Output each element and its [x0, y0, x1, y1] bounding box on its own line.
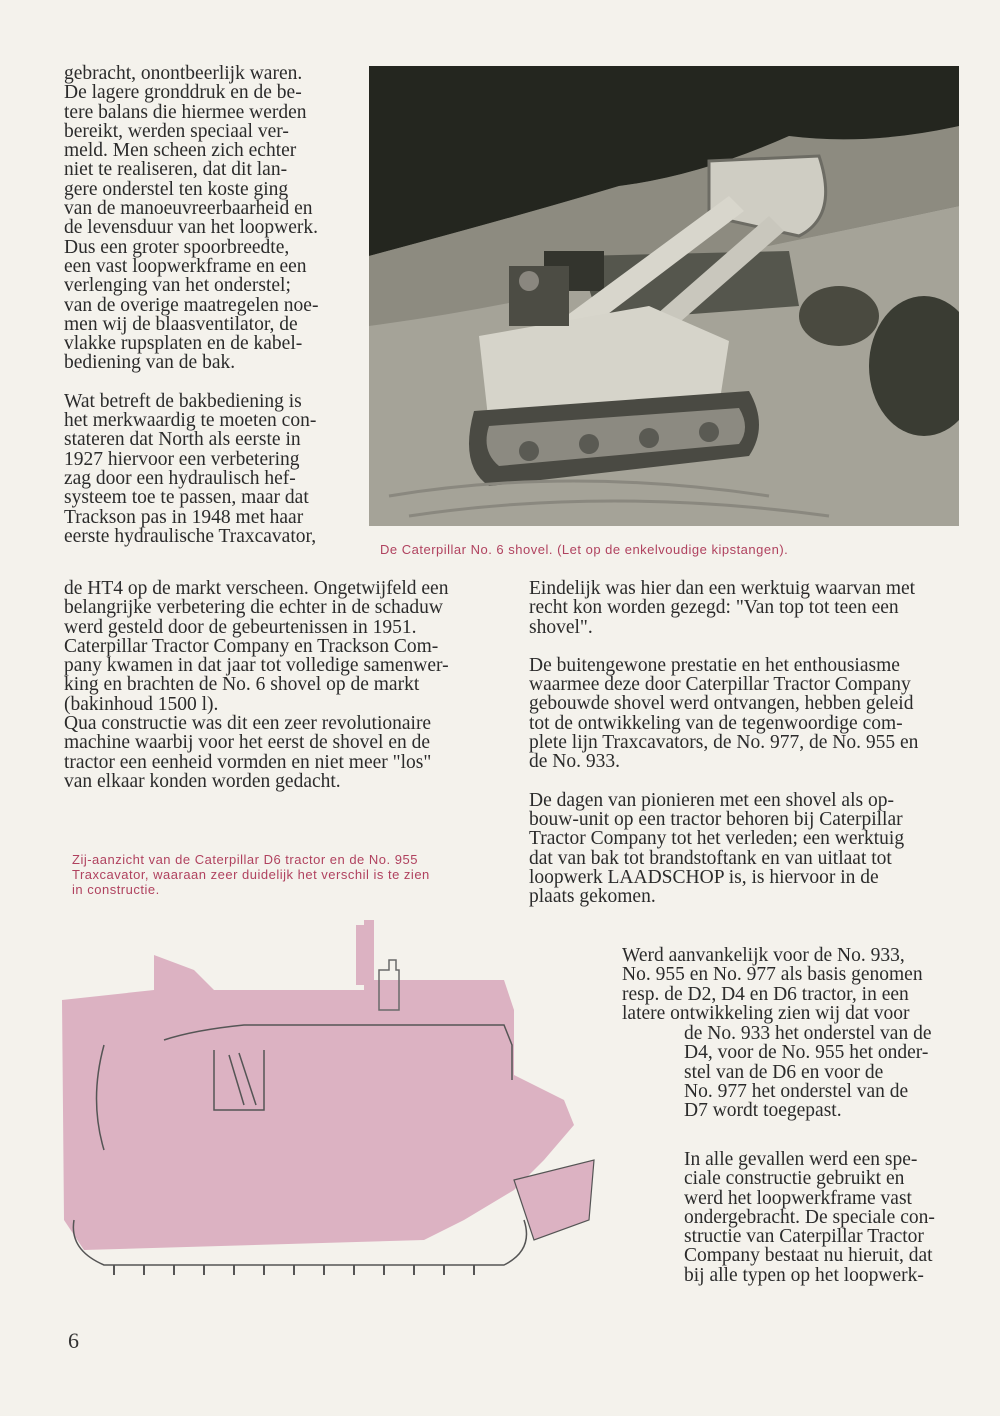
- page-number: 6: [68, 1328, 79, 1353]
- text-column-left-top: [64, 64, 346, 546]
- diagram-caption: Zij-aanzicht van de Caterpillar D6 tractor en de No. 955 Traxcavator, waaraan zeer duidelijk het verschil is te zien in constructie.: [72, 852, 430, 897]
- paragraph: In alle gevallen werd een spe- ciale constructie gebruikt en werd het loopwerkframe vast ondergebracht. De speciale con- structie van Caterpillar Tractor Company bestaat nu hieruit, dat bij alle typen op het loopwerk-: [684, 1149, 935, 1286]
- paragraph: Wat betreft de bakbediening is het merkwaardig te moeten con- stateren dat North als eerste in 1927 hiervoor een verbetering zag door een hydraulisch hef- systeem toe te passen, maar dat Trackson pas in 1948 met haar eerste hydraulische Traxcavator,: [64, 390, 317, 547]
- text-column-right-narrow: [684, 1024, 960, 1120]
- paragraph: gebracht, onontbeerlijk waren. De lagere gronddruk en de be- tere balans die hiermee werden bereikt, werden speciaal ver- meld. Men scheen zich echter niet te realiseren, dat dit lan- gere onderstel ten koste ging van de manoeuvreerbaarheid en de levensduur van het loopwerk. Dus een groter spoorbreedte, een vast loopwerkframe en een verlenging van het onderstel; van de overige maatregelen noe- men wij de blaasventilator, de vlakke rupsplaten en de kabel- bediening van de bak.: [64, 63, 319, 374]
- text-column-left-mid: [64, 579, 502, 791]
- paragraph: Werd aanvankelijk voor de No. 933, No. 955 en No. 977 als basis genomen resp. de D2, D4 en D6 tractor, in een latere ontwikkeling zien wij dat voor: [622, 945, 923, 1024]
- text-column-right: [529, 579, 959, 906]
- text-column-right-lower: [622, 946, 960, 1023]
- shovel-photo: [369, 66, 959, 526]
- paragraph: Eindelijk was hier dan een werktuig waarvan met recht kon worden gezegd: "Van top tot teen een shovel".: [529, 578, 916, 638]
- paragraph: De dagen van pionieren met een shovel als op- bouw-unit op een tractor behoren bij Caterpillar Tractor Company tot het verleden; een werktuig dat van bak tot brandstoftank en van uitlaat tot loopwerk LAADSCHOP is, is hiervoor in de plaats gekomen.: [529, 789, 905, 908]
- shovel-photo-illustration: [369, 66, 959, 526]
- paragraph: De buitengewone prestatie en het enthousiasme waarmee deze door Caterpillar Tractor Company gebouwde shovel werd ontvangen, hebben geleid tot de ontwikkeling van de tegenwoordige com- plete lijn Traxcavators, de No. 977, de No. 955 en de No. 933.: [529, 654, 919, 773]
- tractor-side-view-diagram: [44, 920, 604, 1320]
- paragraph: de HT4 op de markt verscheen. Ongetwijfeld een belangrijke verbetering die echter in de schaduw werd gesteld door de gebeurtenissen in 1951. Caterpillar Tractor Company en Trackson Com- pany kwamen in dat jaar tot volledige samenwer- king en brachten de No. 6 shovel op de markt (bakinhoud 1500 l). Qua constructie was dit een zeer revolutionaire machine waarbij voor het eerst de shovel en de tractor een eenheid vormden en niet meer "los" van elkaar konden worden gedacht.: [64, 578, 449, 792]
- text-column-right-narrower: [684, 1150, 960, 1285]
- tractor-diagram-illustration: [44, 920, 604, 1320]
- photo-caption: De Caterpillar No. 6 shovel. (Let op de enkelvoudige kipstangen).: [380, 542, 789, 557]
- paragraph: de No. 933 het onderstel van de D4, voor de No. 955 het onder- stel van de D6 en voor de No. 977 het onderstel van de D7 wordt toegepast.: [684, 1023, 932, 1122]
